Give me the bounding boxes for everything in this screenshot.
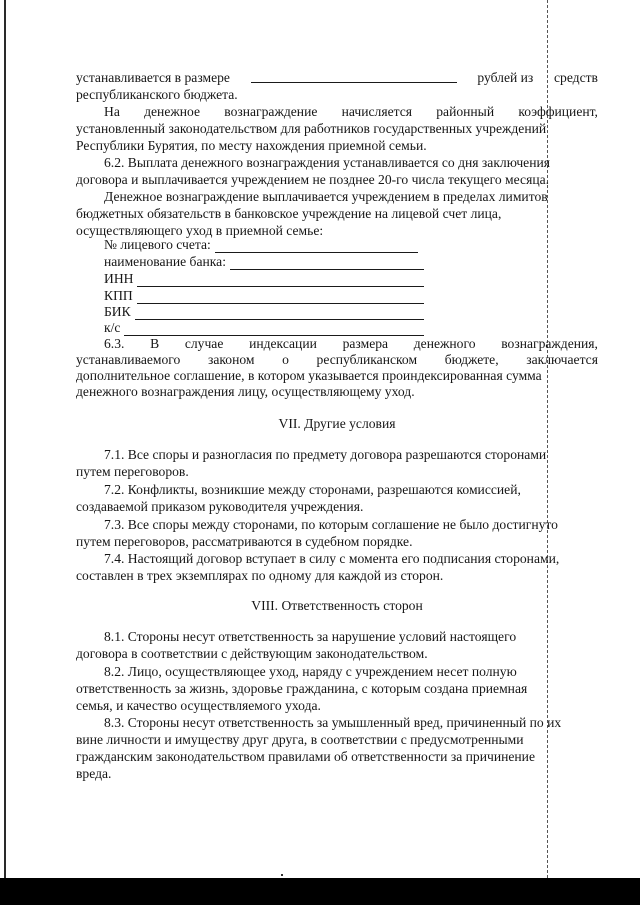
text-line: вине личности и имуществу друг друга, в соответствии с предусмотренными <box>76 732 524 747</box>
field-label: БИК <box>104 304 131 319</box>
amount-blank <box>251 70 457 83</box>
word: индексации <box>249 336 317 351</box>
word: На <box>104 104 120 119</box>
clause-7-2: 7.2. Конфликты, возникшие между сторонами, разрешаются комиссией, <box>104 482 521 497</box>
word: бюджете, <box>444 352 499 367</box>
text-line: республиканского бюджета. <box>76 87 238 102</box>
word: коэффициент, <box>518 104 598 119</box>
text-line: дополнительное соглашение, в котором указывается проиндексированная сумма <box>76 368 542 383</box>
clause-8-3: 8.3. Стороны несут ответственность за умышленный вред, причиненный по их <box>104 715 562 730</box>
text-line: Республики Бурятия, по месту нахождения приемной семьи. <box>76 138 427 153</box>
amount-line-right-a: рублей из <box>477 70 534 85</box>
word: заключается <box>526 352 598 367</box>
field-label: к/с <box>104 320 121 335</box>
word: начисляется <box>341 104 412 119</box>
word: размера <box>342 336 389 351</box>
scan-left-edge <box>4 0 6 878</box>
fill-line <box>135 307 424 320</box>
section-7-heading: VII. Другие условия <box>278 416 396 431</box>
word: устанавливаемого <box>76 352 181 367</box>
section-8-heading: VIII. Ответственность сторон <box>251 598 423 613</box>
text-line: договора в соответствии с действующим законодательством. <box>76 646 428 661</box>
text-line: составлен в трех экземплярах по одному для каждой из сторон. <box>76 568 444 583</box>
text-line: установленный законодательством для работников государственных учреждений <box>76 121 547 136</box>
word: денежного <box>413 336 476 351</box>
fill-line <box>124 323 424 336</box>
text-line: семья, и качество осуществляемого ухода. <box>76 698 321 713</box>
payment-paragraph: Денежное вознаграждение выплачивается учреждением в пределах лимитов <box>104 189 548 204</box>
correspondent-account-field <box>104 320 424 336</box>
text-line: создаваемой приказом руководителя учреждения. <box>76 499 364 514</box>
clause-6-3-second-line <box>76 352 598 368</box>
text-line: гражданским законодательством правилами об ответственности за причинение <box>76 749 535 764</box>
field-label: № лицевого счета: <box>104 237 211 252</box>
field-label: ИНН <box>104 271 134 286</box>
word: о <box>282 352 289 367</box>
word: денежное <box>144 104 201 119</box>
bik-field <box>104 304 424 320</box>
clause-6-3-first-line <box>104 336 598 352</box>
text-line: осуществляющего уход в приемной семье: <box>76 223 324 238</box>
text-line: ответственность за жизнь, здоровье гражданина, с которым создана приемная <box>76 681 528 696</box>
fill-line <box>215 240 418 253</box>
clause-8-1: 8.1. Стороны несут ответственность за нарушение условий настоящего <box>104 629 517 644</box>
text-line: денежного вознаграждения лицу, осуществляющему уход. <box>76 384 415 399</box>
text-line: бюджетных обязательств в банковское учреждение на лицевой счет лица, <box>76 206 502 221</box>
text-line: вреда. <box>76 766 112 781</box>
word: республиканском <box>316 352 418 367</box>
field-label: КПП <box>104 288 133 303</box>
coef-first-line <box>104 104 598 120</box>
word: 6.3. <box>104 336 125 351</box>
word: вознаграждение <box>224 104 318 119</box>
text-line: путем переговоров. <box>76 464 189 479</box>
field-label: наименование банка: <box>104 254 226 269</box>
kpp-field <box>104 288 424 304</box>
word: законом <box>207 352 255 367</box>
text-line: договора и выплачивается учреждением не позднее 20-го числа текущего месяца. <box>76 172 550 187</box>
amount-line <box>76 70 598 86</box>
clause-6-2: 6.2. Выплата денежного вознаграждения устанавливается со дня заключения <box>104 155 551 170</box>
word: районный <box>436 104 495 119</box>
word: случае <box>184 336 224 351</box>
inn-field <box>104 271 424 287</box>
fill-line <box>137 274 424 287</box>
fill-line <box>137 291 424 304</box>
scan-bottom-border <box>0 878 640 905</box>
word: В <box>150 336 160 351</box>
word: вознаграждения, <box>501 336 598 351</box>
fill-line <box>230 257 424 270</box>
scan-speck <box>281 874 283 876</box>
account-number-field <box>104 237 418 253</box>
bank-name-field <box>104 254 424 270</box>
clause-7-1: 7.1. Все споры и разногласия по предмету договора разрешаются сторонами <box>104 447 547 462</box>
amount-line-right-b: средств <box>553 70 598 85</box>
text-line: путем переговоров, рассматриваются в судебном порядке. <box>76 534 413 549</box>
clause-7-3: 7.3. Все споры между сторонами, по которым соглашение не было достигнуто <box>104 517 558 532</box>
clause-8-2: 8.2. Лицо, осуществляющее уход, наряду с учреждением несет полную <box>104 664 517 679</box>
clause-7-4: 7.4. Настоящий договор вступает в силу с момента его подписания сторонами, <box>104 551 560 566</box>
amount-line-left: устанавливается в размере <box>76 70 230 85</box>
